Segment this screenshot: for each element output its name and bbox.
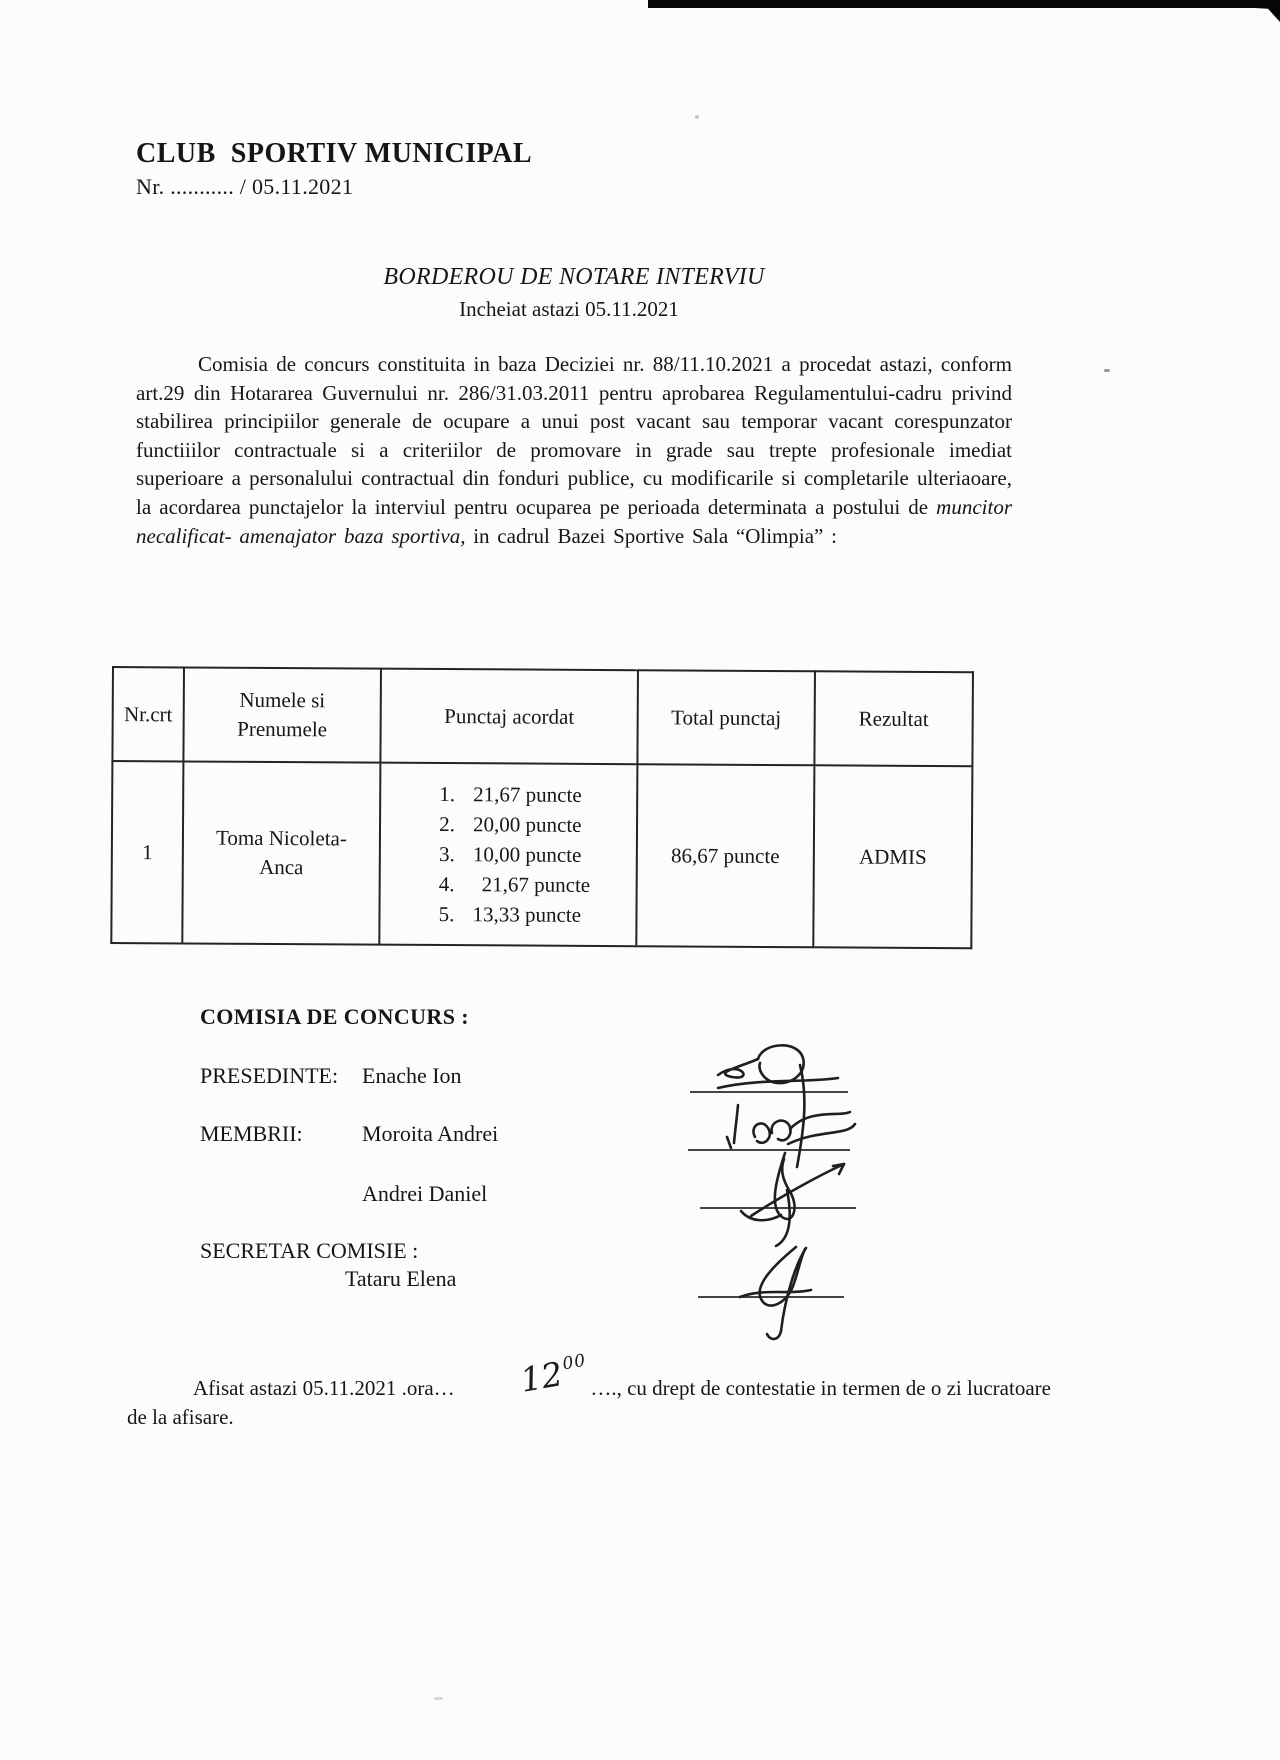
document-title: BORDEROU DE NOTARE INTERVIU <box>383 264 765 290</box>
signature-member1-icon <box>734 1105 738 1143</box>
posting-notice-line1 <box>127 1350 1132 1403</box>
table-cell-scores <box>379 763 637 947</box>
score-item <box>421 779 636 810</box>
score-value: 10,00 puncte <box>472 842 582 867</box>
org-name: CLUB SPORTIV MUNICIPAL <box>136 138 533 169</box>
handwritten-minutes: 00 <box>560 1350 588 1375</box>
table-header-name <box>183 667 381 762</box>
score-value: 21,67 puncte <box>481 872 591 897</box>
score-index: 2. <box>439 812 455 837</box>
score-value: 13,33 puncte <box>472 902 582 927</box>
member1-name: Moroita Andrei <box>362 1121 499 1146</box>
table-header-name-line1: Numele si <box>239 687 326 713</box>
commission-row-members <box>200 1121 498 1147</box>
score-item <box>421 869 636 900</box>
document-subtitle: Incheiat astazi 05.11.2021 <box>459 297 679 321</box>
score-index: 5. <box>438 902 455 927</box>
president-label: PRESEDINTE: <box>200 1063 339 1088</box>
table-header-nr: Nr.crt <box>112 667 184 761</box>
signatures-ink-icon <box>600 1025 880 1355</box>
signature-secretary-icon <box>760 1247 805 1306</box>
table-cell-name <box>182 761 380 944</box>
job-title-italic: muncitor necalificat- amenajator baza sportiva, <box>136 494 1012 548</box>
table-cell-total: 86,67 puncte <box>636 764 814 947</box>
table-header-name-line2: Prenumele <box>237 716 328 742</box>
score-item <box>420 899 635 930</box>
paragraph-text-after: in cadrul Bazei Sportive Sala “Olimpia” : <box>465 523 837 548</box>
scores-list <box>380 775 636 935</box>
member2-name: Andrei Daniel <box>362 1181 488 1206</box>
score-table-wrapper <box>110 666 974 949</box>
signature-president-icon <box>718 1059 758 1077</box>
signature-member2-icon <box>775 1153 795 1219</box>
candidate-name-line2: Anca <box>259 854 304 880</box>
handwritten-time <box>454 1350 588 1408</box>
body-paragraph <box>136 350 1012 550</box>
notice-text-before-time: Afisat astazi 05.11.2021 .ora… <box>193 1376 455 1400</box>
paragraph-text-before: Comisia de concurs constituita in baza Deciziei nr. 88/11.10.2021 a procedat astazi, conform art.29 din Hotararea Guvernului nr. 286/31.03.2011 pentru aprobarea Regulamentului-cadru privind stabilirea principiilor generale de ocupare a unui post vacant sau temporar vacant corespunzator functiiilor contractuale si a criteriilor de promovare in grade sau trepte profesionale imediat superioare a personalului contractual din fonduri publice, cu modificarile si completarile ulteriaoare, la acordarea punctajelor la interviul pentru ocuparea pe perioada determinata a postului de <box>136 352 1012 519</box>
scan-speckle <box>434 1697 443 1700</box>
posting-notice-line2: de la afisare. <box>127 1405 234 1429</box>
score-table <box>110 666 974 949</box>
table-header-scores: Punctaj acordat <box>380 669 638 765</box>
table-cell-result: ADMIS <box>813 765 972 948</box>
table-row <box>111 761 972 948</box>
score-value: 20,00 puncte <box>472 812 582 837</box>
registration-number-line: Nr. ........... / 05.11.2021 <box>136 174 354 199</box>
scan-artifact-corner <box>1250 0 1280 22</box>
members-label: MEMBRII: <box>200 1121 303 1146</box>
score-item <box>421 839 636 870</box>
score-index: 4. <box>438 872 455 897</box>
secretary-label: SECRETAR COMISIE : <box>200 1238 419 1263</box>
table-cell-nr: 1 <box>111 761 183 943</box>
posting-notice <box>127 1350 1132 1432</box>
handwritten-hour: 12 <box>517 1354 566 1400</box>
commission-heading: COMISIA DE CONCURS : <box>200 1004 469 1029</box>
table-header-row <box>112 667 973 766</box>
secretary-name: Tataru Elena <box>345 1266 457 1291</box>
score-value: 21,67 puncte <box>473 782 582 807</box>
score-index: 3. <box>438 842 455 867</box>
score-index: 1. <box>439 782 456 807</box>
scan-speckle <box>1104 369 1110 372</box>
scan-speckle <box>695 115 699 119</box>
commission-row-president <box>200 1063 462 1089</box>
table-header-result: Rezultat <box>814 671 973 766</box>
score-item <box>421 809 636 840</box>
president-name: Enache Ion <box>362 1063 462 1088</box>
table-header-total: Total punctaj <box>637 670 815 765</box>
candidate-name-line1: Toma Nicoleta- <box>215 825 347 851</box>
notice-text-after-time: …., cu drept de contestatie in termen de o zi lucratoare <box>590 1376 1051 1400</box>
scan-artifact-top-bar <box>648 0 1280 8</box>
